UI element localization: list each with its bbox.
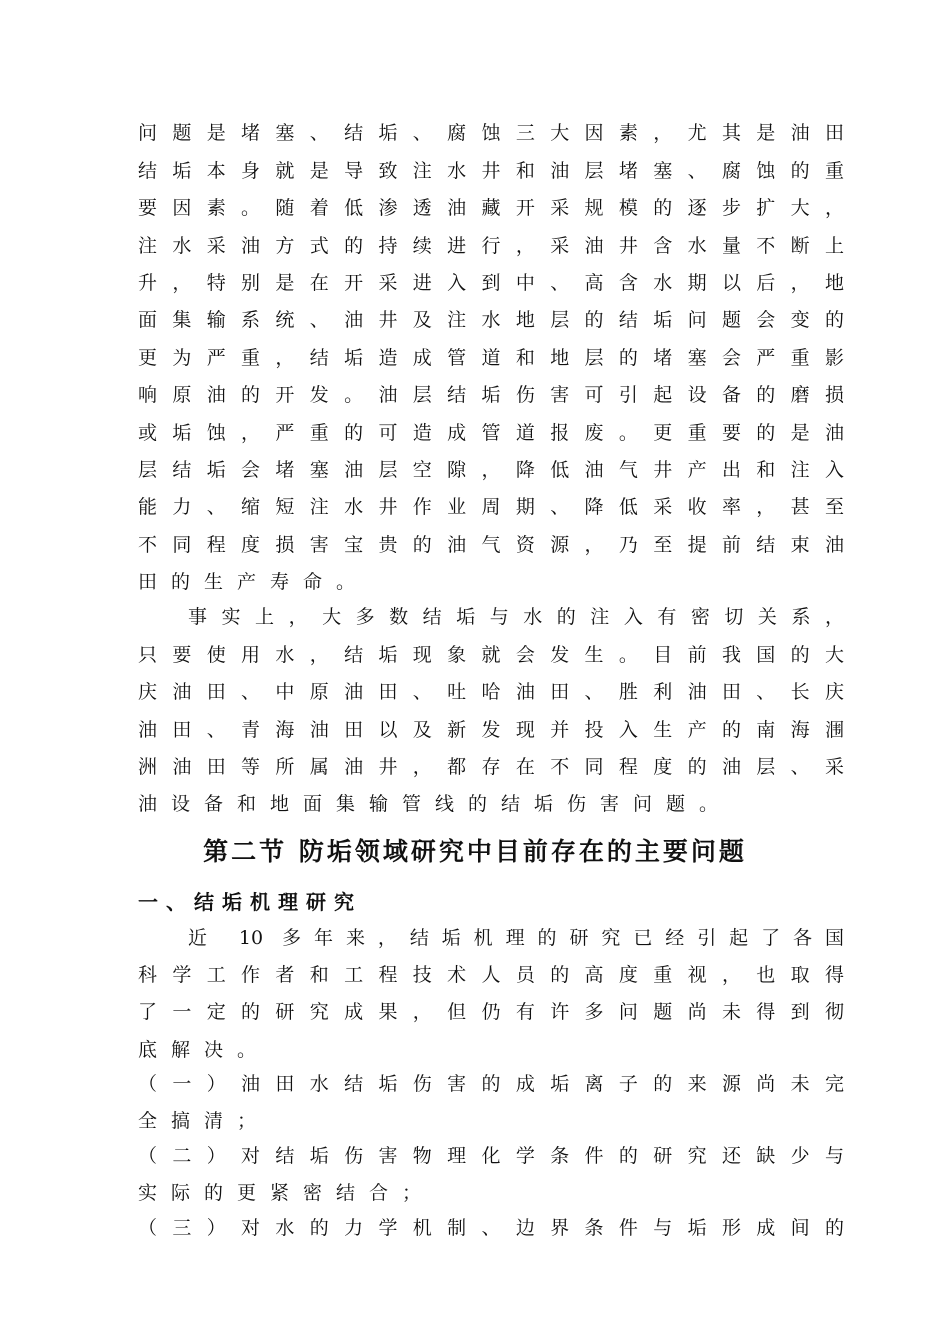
text-line: 只要使用水，结垢现象就会发生。目前我国的大 — [138, 644, 844, 666]
text-line: 不同程度损害宝贵的油气资源，乃至提前结束油 — [138, 534, 844, 556]
text-line: 问题是堵塞、结垢、腐蚀三大因素，尤其是油田 — [138, 122, 844, 144]
text-line: 科学工作者和工程技术人员的高度重视，也取得 — [138, 964, 844, 986]
list-item-text: （三）对水的力学机制、边界条件与垢形成间的 — [138, 1217, 844, 1239]
list-item-text: （二）对结垢伤害物理化学条件的研究还缺少与 — [138, 1145, 844, 1167]
text-line: 更为严重，结垢造成管道和地层的堵塞会严重影 — [138, 347, 844, 369]
text-line: 升，特别是在开采进入到中、高含水期以后，地 — [138, 272, 844, 294]
text-line: 洲油田等所属油井，都存在不同程度的油层、采 — [138, 756, 844, 778]
list-item-text: （一）油田水结垢伤害的成垢离子的来源尚未完 — [138, 1073, 844, 1095]
text-line: 庆油田、中原油田、吐哈油田、胜利油田、长庆 — [138, 681, 844, 703]
text-line: 油设备和地面集输管线的结垢伤害问题。 — [138, 793, 733, 815]
text-line: 近 10 多年来，结垢机理的研究已经引起了各国 — [188, 927, 844, 949]
text-line: 了一定的研究成果，但仍有许多问题尚未得到彻 — [138, 1001, 844, 1023]
section-title: 第二节 防垢领域研究中目前存在的主要问题 — [203, 837, 747, 866]
list-item-text: 实际的更紧密结合； — [138, 1182, 436, 1204]
text-line: 事实上，大多数结垢与水的注入有密切关系， — [188, 606, 844, 628]
text-line: 层结垢会堵塞油层空隙，降低油气井产出和注入 — [138, 459, 844, 481]
list-item-text: 全搞清； — [138, 1110, 271, 1132]
text-line: 能力、缩短注水井作业周期、降低采收率，甚至 — [138, 496, 844, 518]
text-line: 或垢蚀，严重的可造成管道报废。更重要的是油 — [138, 422, 844, 444]
text-line: 油田、青海油田以及新发现并投入生产的南海涠 — [138, 719, 844, 741]
text-line: 要因素。随着低渗透油藏开采规模的逐步扩大， — [138, 197, 844, 219]
text-line: 响原油的开发。油层结垢伤害可引起设备的磨损 — [138, 384, 844, 406]
text-line: 结垢本身就是导致注水井和油层堵塞、腐蚀的重 — [138, 160, 844, 182]
text-line: 注水采油方式的持续进行，采油井含水量不断上 — [138, 235, 844, 257]
sub-heading: 一、结垢机理研究 — [138, 890, 362, 914]
text-line: 底解决。 — [138, 1039, 271, 1061]
text-line: 田的生产寿命。 — [138, 571, 370, 593]
text-line: 面集输系统、油井及注水地层的结垢问题会变的 — [138, 309, 844, 331]
